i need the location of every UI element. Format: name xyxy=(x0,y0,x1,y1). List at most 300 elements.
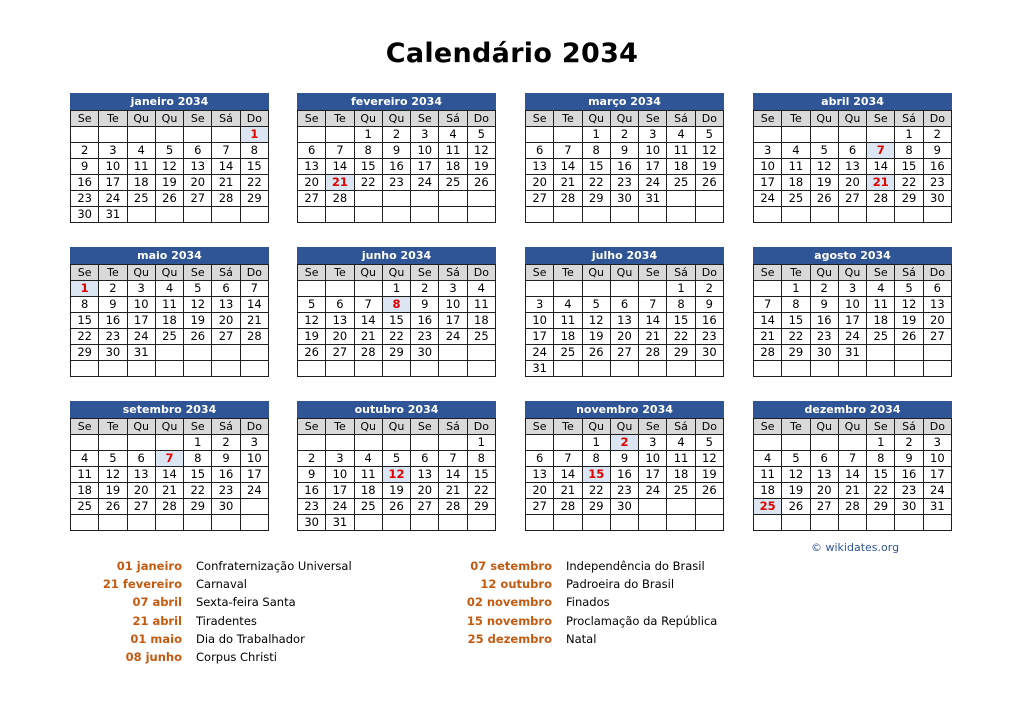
day-cell: 19 xyxy=(382,483,410,499)
empty-cell xyxy=(754,281,782,297)
weekday-header-row xyxy=(298,419,496,435)
day-cell: 11 xyxy=(667,143,695,159)
empty-cell xyxy=(554,435,582,451)
weekday-label: Sá xyxy=(667,111,695,127)
week-row xyxy=(298,127,496,143)
credit-link[interactable]: © wikidates.org xyxy=(811,541,900,554)
week-row xyxy=(754,159,952,175)
month-table xyxy=(525,418,724,531)
holiday-list-left xyxy=(70,557,352,666)
day-cell: 8 xyxy=(354,143,382,159)
day-cell: 6 xyxy=(411,451,439,467)
day-cell: 31 xyxy=(526,361,554,377)
empty-cell xyxy=(240,361,268,377)
day-cell: 7 xyxy=(639,297,667,313)
day-cell: 13 xyxy=(184,159,212,175)
day-cell: 20 xyxy=(326,329,354,345)
empty-cell xyxy=(695,361,723,377)
day-cell: 1 xyxy=(184,435,212,451)
day-cell: 18 xyxy=(354,483,382,499)
holiday-name: Dia do Trabalhador xyxy=(196,631,305,646)
empty-cell xyxy=(354,435,382,451)
weekday-label: Te xyxy=(554,111,582,127)
holiday-name: Sexta-feira Santa xyxy=(196,595,296,610)
month-title: agosto 2034 xyxy=(753,247,952,264)
day-cell: 7 xyxy=(212,143,240,159)
day-cell: 24 xyxy=(99,191,127,207)
weekday-label: Qu xyxy=(810,111,838,127)
day-cell: 24 xyxy=(639,175,667,191)
day-cell: 15 xyxy=(71,313,99,329)
empty-cell xyxy=(240,499,268,515)
day-cell: 19 xyxy=(184,313,212,329)
empty-cell xyxy=(155,515,183,531)
week-row xyxy=(71,499,269,515)
week-row xyxy=(71,159,269,175)
empty-cell xyxy=(782,127,810,143)
day-cell: 14 xyxy=(240,297,268,313)
weekday-label: Qu xyxy=(610,419,638,435)
week-row xyxy=(526,207,724,223)
day-cell: 2 xyxy=(382,127,410,143)
day-cell: 20 xyxy=(810,483,838,499)
day-cell: 26 xyxy=(99,499,127,515)
day-cell: 23 xyxy=(212,483,240,499)
day-cell: 10 xyxy=(526,313,554,329)
empty-cell xyxy=(439,191,467,207)
week-row xyxy=(71,175,269,191)
empty-cell xyxy=(838,361,866,377)
day-cell: 7 xyxy=(554,451,582,467)
day-cell: 24 xyxy=(411,175,439,191)
month-table xyxy=(297,264,496,377)
empty-cell xyxy=(867,345,895,361)
weekday-label: Te xyxy=(554,265,582,281)
empty-cell xyxy=(326,361,354,377)
day-cell: 9 xyxy=(895,451,923,467)
day-cell: 20 xyxy=(526,483,554,499)
day-cell: 26 xyxy=(695,483,723,499)
day-cell: 1 xyxy=(382,281,410,297)
day-cell: 14 xyxy=(554,467,582,483)
week-row xyxy=(754,297,952,313)
holiday-day-cell: 21 xyxy=(326,175,354,191)
month-block xyxy=(70,401,269,531)
day-cell: 20 xyxy=(298,175,326,191)
weekday-label: Sá xyxy=(439,419,467,435)
day-cell: 19 xyxy=(99,483,127,499)
weekday-label: Do xyxy=(240,419,268,435)
weekday-label: Qu xyxy=(582,111,610,127)
day-cell: 14 xyxy=(754,313,782,329)
empty-cell xyxy=(99,127,127,143)
empty-cell xyxy=(99,515,127,531)
empty-cell xyxy=(127,435,155,451)
empty-cell xyxy=(354,191,382,207)
empty-cell xyxy=(326,127,354,143)
day-cell: 9 xyxy=(610,451,638,467)
empty-cell xyxy=(923,515,951,531)
empty-cell xyxy=(439,361,467,377)
day-cell: 14 xyxy=(354,313,382,329)
day-cell: 5 xyxy=(467,127,495,143)
day-cell: 31 xyxy=(923,499,951,515)
week-row xyxy=(298,361,496,377)
day-cell: 28 xyxy=(240,329,268,345)
day-cell: 22 xyxy=(582,175,610,191)
day-cell: 16 xyxy=(298,483,326,499)
day-cell: 26 xyxy=(695,175,723,191)
empty-cell xyxy=(923,361,951,377)
day-cell: 10 xyxy=(838,297,866,313)
weekday-label: Se xyxy=(526,419,554,435)
day-cell: 20 xyxy=(411,483,439,499)
day-cell: 6 xyxy=(184,143,212,159)
week-row xyxy=(71,435,269,451)
week-row xyxy=(754,345,952,361)
holiday-list-item xyxy=(70,593,352,611)
empty-cell xyxy=(782,515,810,531)
day-cell: 17 xyxy=(326,483,354,499)
holiday-date: 21 fevereiro xyxy=(102,577,182,592)
empty-cell xyxy=(582,281,610,297)
month-title: setembro 2034 xyxy=(70,401,269,418)
week-row xyxy=(754,143,952,159)
weekday-label: Te xyxy=(554,419,582,435)
weekday-label: Sá xyxy=(667,265,695,281)
weekday-header-row xyxy=(71,265,269,281)
day-cell: 22 xyxy=(240,175,268,191)
week-row xyxy=(71,483,269,499)
empty-cell xyxy=(754,435,782,451)
day-cell: 7 xyxy=(554,143,582,159)
day-cell: 12 xyxy=(298,313,326,329)
day-cell: 25 xyxy=(127,191,155,207)
day-cell: 28 xyxy=(439,499,467,515)
empty-cell xyxy=(354,361,382,377)
day-cell: 5 xyxy=(298,297,326,313)
day-cell: 4 xyxy=(667,435,695,451)
day-cell: 18 xyxy=(439,159,467,175)
day-cell: 20 xyxy=(923,313,951,329)
empty-cell xyxy=(439,435,467,451)
weekday-label: Se xyxy=(71,265,99,281)
month-table xyxy=(297,110,496,223)
weekday-label: Te xyxy=(782,111,810,127)
day-cell: 16 xyxy=(610,467,638,483)
day-cell: 5 xyxy=(155,143,183,159)
day-cell: 14 xyxy=(326,159,354,175)
day-cell: 15 xyxy=(895,159,923,175)
empty-cell xyxy=(127,127,155,143)
day-cell: 16 xyxy=(212,467,240,483)
weekday-label: Qu xyxy=(382,111,410,127)
day-cell: 10 xyxy=(326,467,354,483)
day-cell: 22 xyxy=(467,483,495,499)
holiday-date: 21 abril xyxy=(132,613,182,628)
day-cell: 25 xyxy=(667,175,695,191)
holiday-list-item xyxy=(70,648,352,666)
empty-cell xyxy=(298,435,326,451)
day-cell: 30 xyxy=(695,345,723,361)
empty-cell xyxy=(526,435,554,451)
day-cell: 7 xyxy=(439,451,467,467)
empty-cell xyxy=(554,127,582,143)
day-cell: 6 xyxy=(610,297,638,313)
empty-cell xyxy=(467,191,495,207)
weekday-label: Qu xyxy=(155,419,183,435)
empty-cell xyxy=(155,361,183,377)
day-cell: 27 xyxy=(298,191,326,207)
day-cell: 18 xyxy=(754,483,782,499)
empty-cell xyxy=(695,515,723,531)
weekday-label: Do xyxy=(923,419,951,435)
weekday-label: Qu xyxy=(810,419,838,435)
day-cell: 17 xyxy=(127,313,155,329)
holiday-date: 25 dezembro xyxy=(467,631,552,646)
empty-cell xyxy=(610,281,638,297)
day-cell: 6 xyxy=(298,143,326,159)
week-row xyxy=(298,467,496,483)
day-cell: 16 xyxy=(923,159,951,175)
empty-cell xyxy=(155,345,183,361)
holiday-list-item xyxy=(70,557,352,575)
day-cell: 19 xyxy=(810,175,838,191)
day-cell: 18 xyxy=(867,313,895,329)
day-cell: 29 xyxy=(582,191,610,207)
page-title: Calendário 2034 xyxy=(385,38,639,69)
day-cell: 31 xyxy=(127,345,155,361)
weekday-label: Sá xyxy=(439,265,467,281)
day-cell: 27 xyxy=(610,345,638,361)
week-row xyxy=(71,127,269,143)
day-cell: 12 xyxy=(99,467,127,483)
day-cell: 17 xyxy=(639,467,667,483)
weekday-label: Te xyxy=(99,419,127,435)
day-cell: 12 xyxy=(810,159,838,175)
day-cell: 1 xyxy=(895,127,923,143)
weekday-label: Qu xyxy=(155,111,183,127)
day-cell: 21 xyxy=(155,483,183,499)
empty-cell xyxy=(326,281,354,297)
day-cell: 21 xyxy=(554,175,582,191)
empty-cell xyxy=(754,515,782,531)
day-cell: 27 xyxy=(838,191,866,207)
weekday-label: Se xyxy=(754,265,782,281)
day-cell: 15 xyxy=(240,159,268,175)
day-cell: 16 xyxy=(71,175,99,191)
day-cell: 22 xyxy=(667,329,695,345)
weekday-label: Se xyxy=(184,265,212,281)
empty-cell xyxy=(610,207,638,223)
week-row xyxy=(71,207,269,223)
month-block xyxy=(297,247,496,377)
day-cell: 2 xyxy=(810,281,838,297)
day-cell: 13 xyxy=(298,159,326,175)
day-cell: 1 xyxy=(867,435,895,451)
day-cell: 17 xyxy=(411,159,439,175)
week-row xyxy=(754,499,952,515)
day-cell: 18 xyxy=(467,313,495,329)
day-cell: 21 xyxy=(240,313,268,329)
day-cell: 15 xyxy=(382,313,410,329)
day-cell: 11 xyxy=(467,297,495,313)
month-title: junho 2034 xyxy=(297,247,496,264)
weekday-label: Do xyxy=(695,419,723,435)
weekday-label: Qu xyxy=(127,265,155,281)
week-row xyxy=(754,313,952,329)
day-cell: 6 xyxy=(923,281,951,297)
weekday-label: Do xyxy=(695,265,723,281)
day-cell: 13 xyxy=(127,467,155,483)
day-cell: 10 xyxy=(639,451,667,467)
day-cell: 29 xyxy=(867,499,895,515)
empty-cell xyxy=(667,207,695,223)
week-row xyxy=(526,329,724,345)
holiday-date: 07 abril xyxy=(132,595,182,610)
day-cell: 17 xyxy=(754,175,782,191)
weekday-label: Te xyxy=(326,265,354,281)
holiday-date: 02 novembro xyxy=(466,595,552,610)
empty-cell xyxy=(639,361,667,377)
holiday-day-cell: 1 xyxy=(71,281,99,297)
day-cell: 13 xyxy=(411,467,439,483)
month-block xyxy=(70,247,269,377)
empty-cell xyxy=(184,361,212,377)
day-cell: 24 xyxy=(240,483,268,499)
day-cell: 31 xyxy=(99,207,127,223)
month-block xyxy=(525,247,724,377)
day-cell: 25 xyxy=(439,175,467,191)
day-cell: 23 xyxy=(895,483,923,499)
weekday-label: Qu xyxy=(582,419,610,435)
week-row xyxy=(298,483,496,499)
weekday-label: Se xyxy=(754,111,782,127)
weekday-label: Sá xyxy=(212,265,240,281)
day-cell: 27 xyxy=(326,345,354,361)
weekday-label: Sá xyxy=(439,111,467,127)
weekday-label: Te xyxy=(99,265,127,281)
weekday-label: Se xyxy=(298,419,326,435)
day-cell: 6 xyxy=(810,451,838,467)
holiday-date: 01 maio xyxy=(130,631,182,646)
empty-cell xyxy=(554,361,582,377)
day-cell: 17 xyxy=(923,467,951,483)
day-cell: 21 xyxy=(838,483,866,499)
day-cell: 3 xyxy=(127,281,155,297)
empty-cell xyxy=(382,361,410,377)
weekday-label: Qu xyxy=(354,111,382,127)
day-cell: 5 xyxy=(695,127,723,143)
day-cell: 4 xyxy=(127,143,155,159)
holiday-date: 07 setembro xyxy=(470,559,552,573)
day-cell: 29 xyxy=(467,499,495,515)
day-cell: 4 xyxy=(439,127,467,143)
day-cell: 19 xyxy=(895,313,923,329)
week-row xyxy=(526,361,724,377)
day-cell: 5 xyxy=(782,451,810,467)
empty-cell xyxy=(212,515,240,531)
empty-cell xyxy=(411,207,439,223)
holiday-day-cell: 21 xyxy=(867,175,895,191)
holiday-list-item xyxy=(70,575,352,593)
week-row xyxy=(71,467,269,483)
day-cell: 9 xyxy=(99,297,127,313)
month-title: julho 2034 xyxy=(525,247,724,264)
day-cell: 23 xyxy=(382,175,410,191)
day-cell: 28 xyxy=(354,345,382,361)
day-cell: 8 xyxy=(71,297,99,313)
day-cell: 8 xyxy=(240,143,268,159)
empty-cell xyxy=(127,515,155,531)
week-row xyxy=(754,207,952,223)
weekday-label: Te xyxy=(326,419,354,435)
holiday-name: Padroeira do Brasil xyxy=(566,577,675,592)
day-cell: 13 xyxy=(923,297,951,313)
day-cell: 23 xyxy=(71,191,99,207)
week-row xyxy=(526,191,724,207)
day-cell: 30 xyxy=(212,499,240,515)
day-cell: 16 xyxy=(695,313,723,329)
day-cell: 5 xyxy=(184,281,212,297)
week-row xyxy=(526,345,724,361)
holiday-list-item xyxy=(440,612,717,630)
day-cell: 5 xyxy=(695,435,723,451)
empty-cell xyxy=(298,281,326,297)
holiday-list-item xyxy=(440,575,717,593)
day-cell: 29 xyxy=(382,345,410,361)
day-cell: 12 xyxy=(184,297,212,313)
weekday-label: Qu xyxy=(610,265,638,281)
empty-cell xyxy=(810,127,838,143)
empty-cell xyxy=(867,515,895,531)
day-cell: 24 xyxy=(639,483,667,499)
day-cell: 4 xyxy=(71,451,99,467)
week-row xyxy=(298,297,496,313)
month-table xyxy=(70,418,269,531)
month-title: novembro 2034 xyxy=(525,401,724,418)
week-row xyxy=(754,127,952,143)
day-cell: 7 xyxy=(326,143,354,159)
day-cell: 13 xyxy=(610,313,638,329)
day-cell: 27 xyxy=(923,329,951,345)
empty-cell xyxy=(411,361,439,377)
empty-cell xyxy=(71,127,99,143)
day-cell: 23 xyxy=(99,329,127,345)
weekday-label: Se xyxy=(71,111,99,127)
holiday-name: Natal xyxy=(566,631,597,646)
day-cell: 26 xyxy=(782,499,810,515)
day-cell: 30 xyxy=(99,345,127,361)
week-row xyxy=(526,451,724,467)
day-cell: 5 xyxy=(99,451,127,467)
weekday-label: Do xyxy=(467,419,495,435)
empty-cell xyxy=(667,515,695,531)
day-cell: 17 xyxy=(639,159,667,175)
empty-cell xyxy=(467,515,495,531)
empty-cell xyxy=(695,191,723,207)
day-cell: 26 xyxy=(382,499,410,515)
weekday-header-row xyxy=(71,419,269,435)
day-cell: 13 xyxy=(526,159,554,175)
week-row xyxy=(71,281,269,297)
weekday-label: Se xyxy=(184,419,212,435)
week-row xyxy=(526,159,724,175)
empty-cell xyxy=(895,345,923,361)
weekday-label: Qu xyxy=(354,419,382,435)
day-cell: 3 xyxy=(639,127,667,143)
day-cell: 2 xyxy=(610,127,638,143)
